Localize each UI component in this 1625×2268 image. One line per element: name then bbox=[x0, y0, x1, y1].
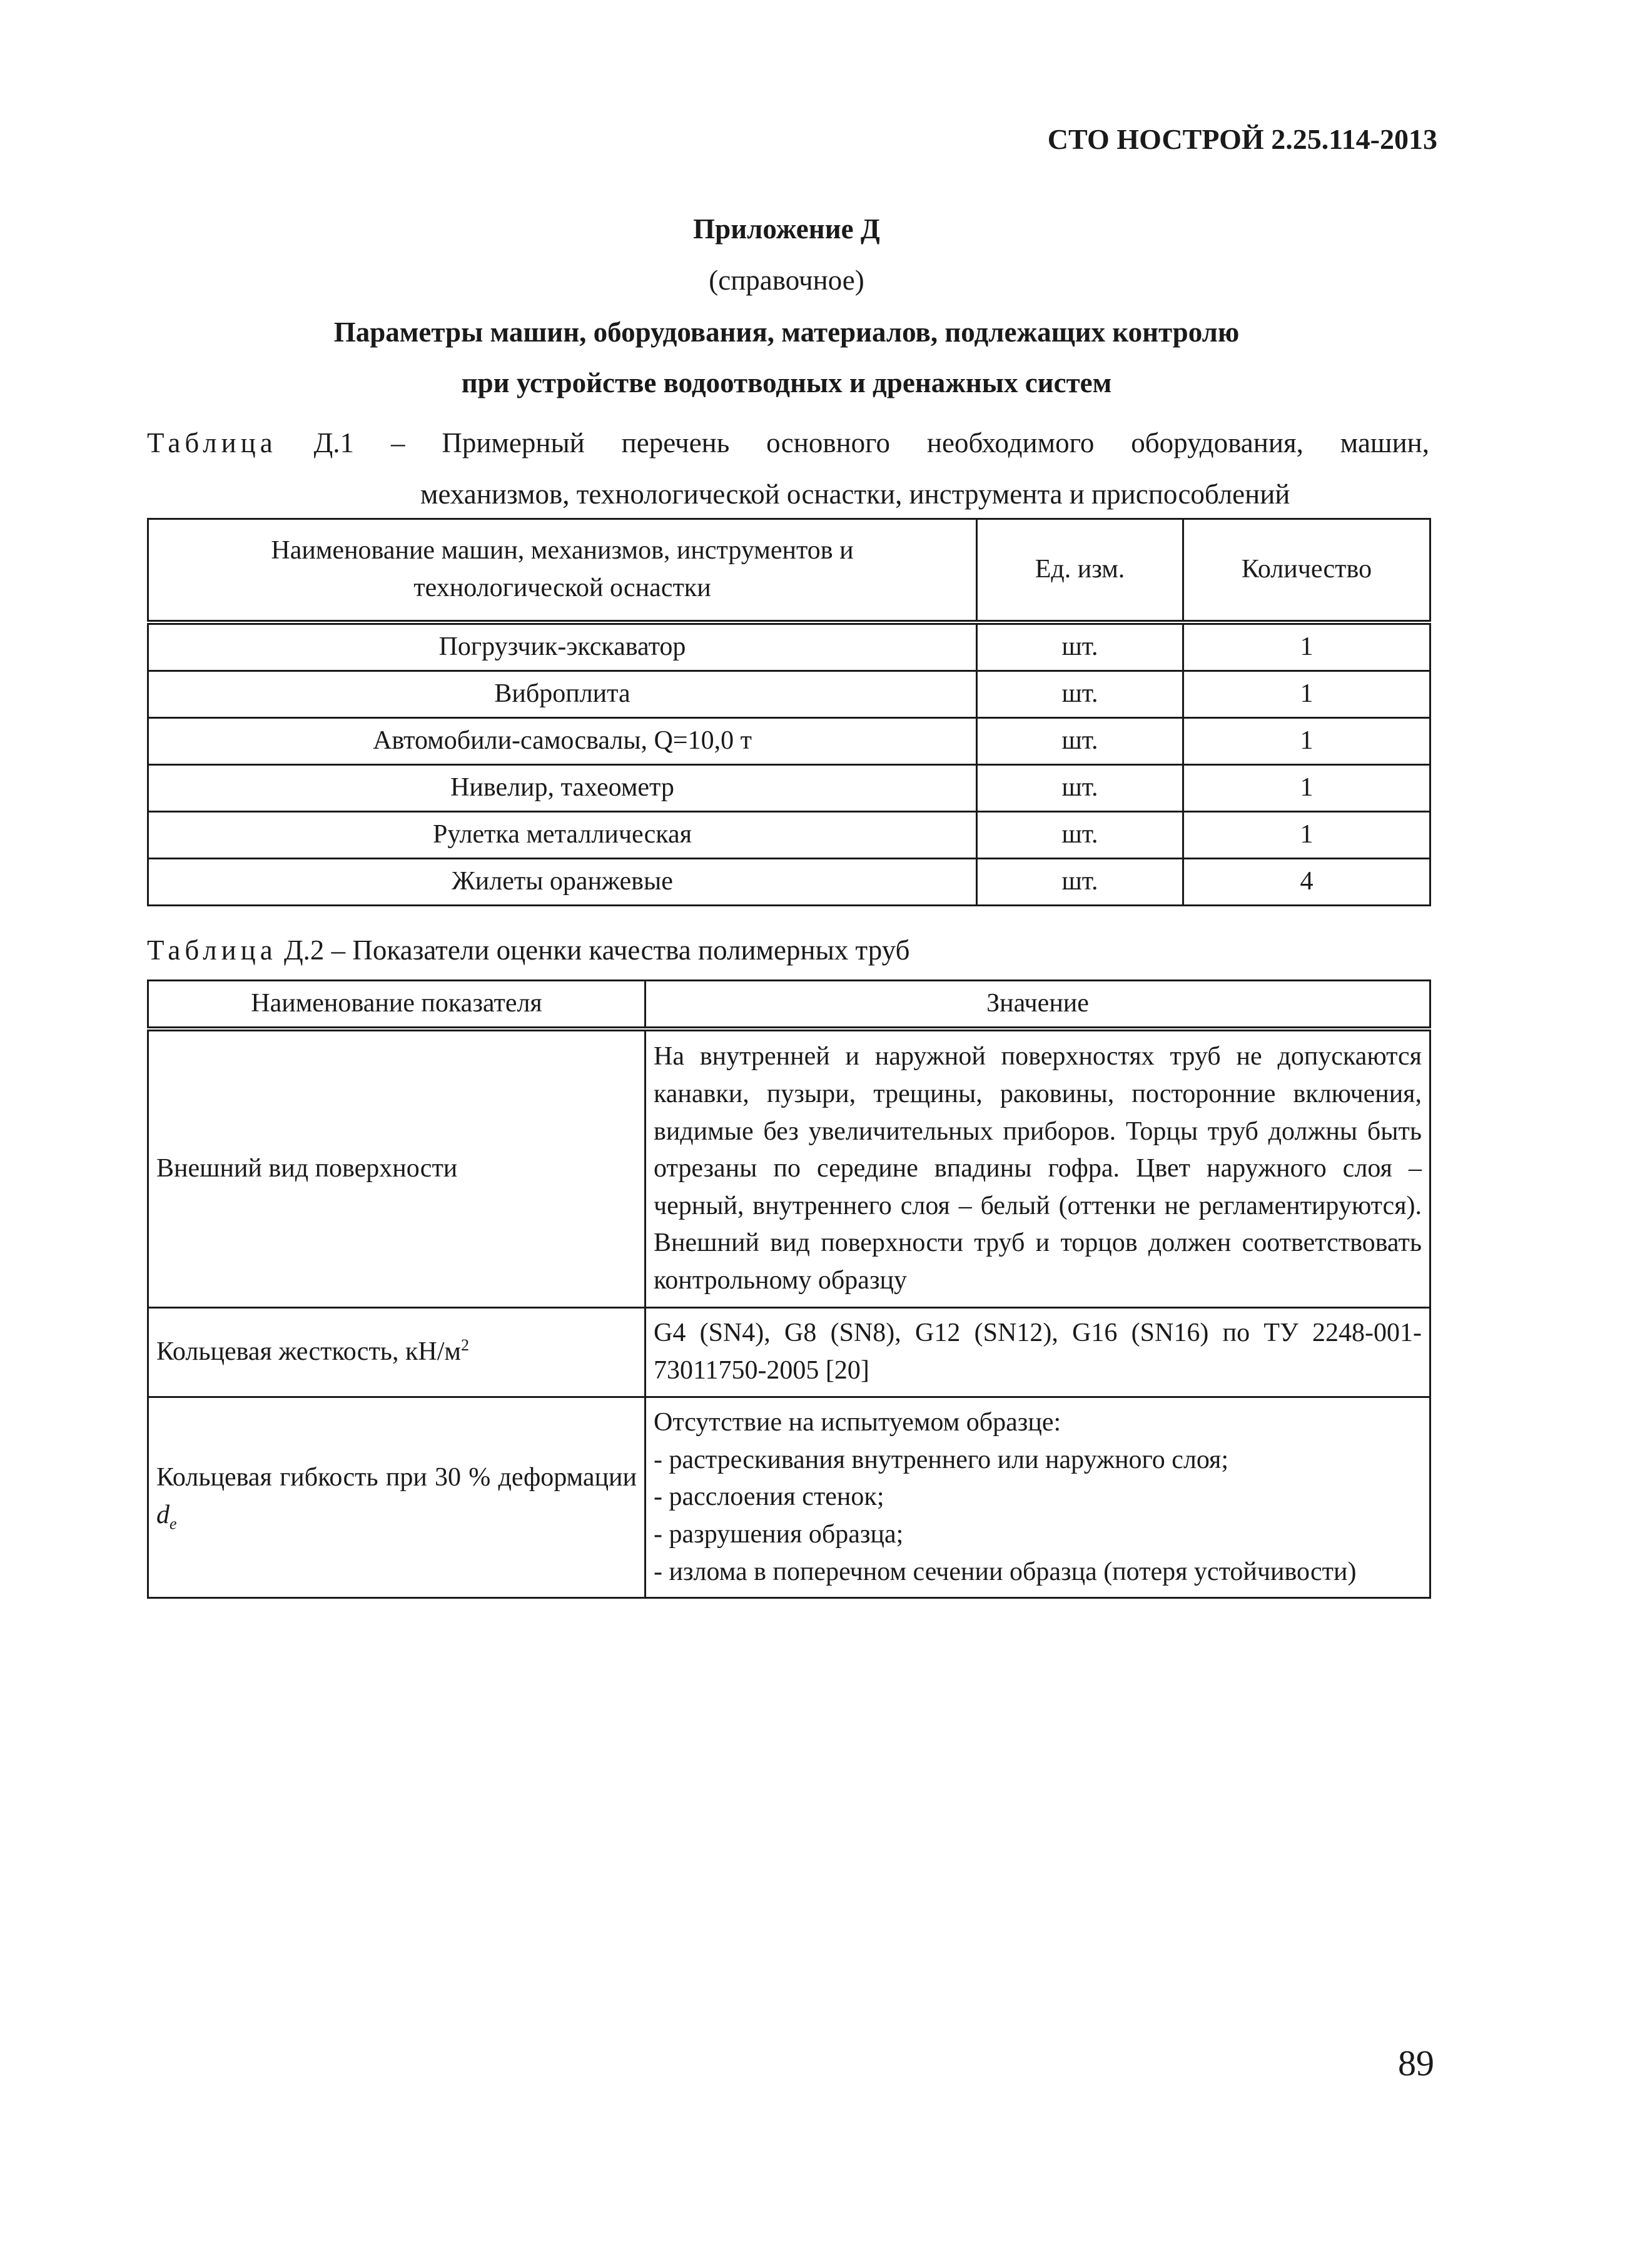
row-unit: шт. bbox=[977, 718, 1183, 765]
row-name: Автомобили-самосвалы, Q=10,0 т bbox=[148, 718, 977, 765]
table-row bbox=[148, 718, 1430, 765]
header-quantity: Количество bbox=[1183, 519, 1430, 623]
row-quantity: 1 bbox=[1183, 622, 1430, 671]
value-surface: На внутренней и наружной поверхностях труб не допускаются канавки, пузыри, трещины, раковины, посторонние включения, видимые без увеличительных приборов. Торцы труб должны быть отрезаны по середине впадины гофра. Цвет наружного слоя – черный, внутреннего слоя – белый (оттенки не регламентируются). Внешний вид поверхности труб и торцов должен соответствовать контрольному образцу bbox=[645, 1029, 1430, 1308]
row-name: Погрузчик-экскаватор bbox=[148, 622, 977, 671]
row-quantity: 1 bbox=[1183, 812, 1430, 859]
list-item: - разрушения образца; bbox=[654, 1519, 904, 1549]
header-indicator: Наименование показателя bbox=[148, 981, 645, 1030]
header-value: Значение bbox=[645, 981, 1430, 1030]
table1-caption-prefix: Таблица bbox=[147, 427, 277, 458]
subscript-e: e bbox=[170, 1514, 177, 1533]
appendix-heading-line2: при устройстве водоотводных и дренажных систем bbox=[461, 367, 1112, 398]
equipment-table bbox=[147, 518, 1431, 906]
appendix-subtitle: (справочное) bbox=[709, 265, 864, 296]
appendix-title: Приложение Д bbox=[693, 213, 880, 245]
header-name-line1: Наименование машин, механизмов, инструментов и bbox=[271, 536, 854, 565]
list-item: - растрескивания внутреннего или наружного слоя; bbox=[654, 1445, 1229, 1474]
table-header-row bbox=[148, 981, 1430, 1030]
row-name: Жилеты оранжевые bbox=[148, 859, 977, 906]
list-item: - излома в поперечном сечении образца (потеря устойчивости) bbox=[654, 1557, 1357, 1586]
indicator-ring-stiffness bbox=[148, 1308, 645, 1397]
header-name bbox=[148, 519, 977, 623]
table1-caption-line1 bbox=[147, 427, 1429, 459]
row-quantity: 1 bbox=[1183, 765, 1430, 812]
row-name: Нивелир, тахеометр bbox=[148, 765, 977, 812]
row-unit: шт. bbox=[977, 765, 1183, 812]
list-item: - расслоения стенок; bbox=[654, 1482, 884, 1512]
variable-d: d bbox=[156, 1500, 170, 1529]
table-row bbox=[148, 1029, 1430, 1308]
row-unit: шт. bbox=[977, 812, 1183, 859]
header-name-line2: технологической оснастки bbox=[413, 574, 711, 602]
indicator-ring-flexibility-text: Кольцевая гибкость при 30 % деформации bbox=[156, 1463, 637, 1492]
table-row bbox=[148, 859, 1430, 906]
indicator-ring-flexibility bbox=[148, 1397, 645, 1598]
table-row bbox=[148, 671, 1430, 718]
quality-table bbox=[147, 980, 1431, 1599]
table2-caption bbox=[147, 934, 1429, 966]
table1-caption-line2: механизмов, технологической оснастки, инструмента и приспособлений bbox=[420, 478, 1290, 510]
row-name: Виброплита bbox=[148, 671, 977, 718]
row-unit: шт. bbox=[977, 859, 1183, 906]
table-header-row bbox=[148, 519, 1430, 623]
row-name: Рулетка металлическая bbox=[148, 812, 977, 859]
page-number: 89 bbox=[1398, 2043, 1434, 2083]
indicator-ring-stiffness-text: Кольцевая жесткость, кН/м bbox=[156, 1337, 461, 1367]
value-ring-flexibility bbox=[645, 1397, 1430, 1598]
row-unit: шт. bbox=[977, 622, 1183, 671]
table-row bbox=[148, 765, 1430, 812]
list-item: Отсутствие на испытуемом образце: bbox=[654, 1408, 1061, 1437]
row-unit: шт. bbox=[977, 671, 1183, 718]
row-quantity: 1 bbox=[1183, 671, 1430, 718]
header-unit: Ед. изм. bbox=[977, 519, 1183, 623]
table-row bbox=[148, 622, 1430, 671]
table2-caption-text: Д.2 – Показатели оценки качества полимерных труб bbox=[283, 934, 910, 966]
row-quantity: 1 bbox=[1183, 718, 1430, 765]
document-code: СТО НОСТРОЙ 2.25.114-2013 bbox=[1047, 123, 1437, 155]
row-quantity: 4 bbox=[1183, 859, 1430, 906]
superscript-2: 2 bbox=[460, 1336, 469, 1355]
table1-caption-text: Д.1 – Примерный перечень основного необходимого оборудования, машин, bbox=[313, 427, 1429, 458]
indicator-surface: Внешний вид поверхности bbox=[148, 1029, 645, 1308]
appendix-heading-line1: Параметры машин, оборудования, материалов, подлежащих контролю bbox=[333, 316, 1240, 348]
table-row bbox=[148, 812, 1430, 859]
table-row bbox=[148, 1397, 1430, 1598]
value-ring-stiffness: G4 (SN4), G8 (SN8), G12 (SN12), G16 (SN16) по ТУ 2248-001-73011750-2005 [20] bbox=[645, 1308, 1430, 1397]
table2-caption-prefix: Таблица bbox=[147, 934, 277, 966]
table-row bbox=[148, 1308, 1430, 1397]
